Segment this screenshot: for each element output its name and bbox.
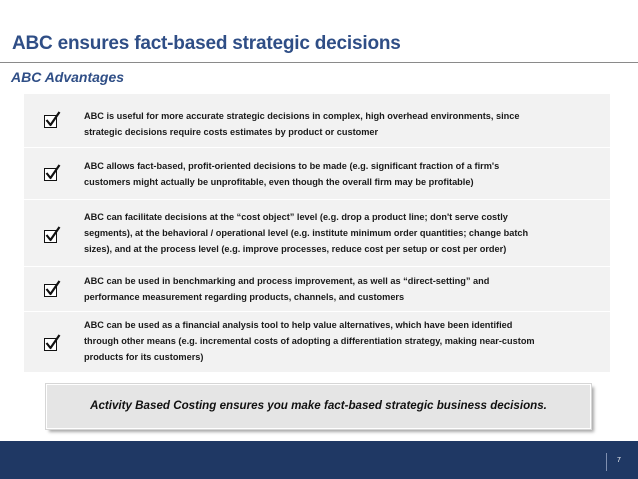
checked-box-icon — [44, 115, 57, 128]
advantage-text — [84, 158, 600, 190]
footer-bar — [0, 441, 638, 479]
advantage-text — [84, 209, 600, 257]
advantage-line: segments), at the behavioral / operational level (e.g. institute minimum order quantities; change batch — [84, 228, 529, 238]
checkbox-cell — [24, 311, 74, 372]
page-title: ABC ensures fact-based strategic decisions — [12, 33, 401, 54]
advantage-line: ABC can be used in benchmarking and process improvement, as well as “direct-setting” and — [84, 276, 490, 286]
advantage-row — [24, 94, 610, 148]
checked-box-icon — [44, 284, 57, 297]
section-subtitle: ABC Advantages — [11, 69, 125, 85]
advantage-line: ABC can facilitate decisions at the “cost object” level (e.g. drop a product line; don't serve costly — [84, 212, 508, 222]
advantage-line: ABC allows fact-based, profit-oriented decisions to be made (e.g. significant fraction of a firm's — [84, 161, 500, 171]
advantage-line: ABC is useful for more accurate strategic decisions in complex, high overhead environments, since — [84, 111, 520, 121]
page-number: 7 — [617, 457, 621, 464]
checkbox-cell — [24, 147, 74, 199]
checked-box-icon — [44, 168, 57, 181]
advantage-line: products for its customers) — [84, 352, 204, 362]
checked-box-icon — [44, 230, 57, 243]
checked-box-icon — [44, 338, 57, 351]
advantage-text — [84, 108, 600, 140]
advantage-text — [84, 317, 600, 365]
advantage-row — [24, 266, 610, 312]
advantage-line: sizes), and at the process level (e.g. improve processes, reduce cost per setup or cost per order) — [84, 244, 507, 254]
title-divider — [0, 62, 638, 63]
advantage-line: customers might actually be unprofitable, even though the overall firm may be profitable) — [84, 177, 474, 187]
advantage-line: through other means (e.g. incremental costs of adopting a differentiation strategy, making near-custom — [84, 336, 535, 346]
checkbox-cell — [24, 94, 74, 147]
advantage-row — [24, 199, 610, 267]
advantage-line: ABC can be used as a financial analysis tool to help value alternatives, which have been identified — [84, 320, 513, 330]
advantage-line: strategic decisions require costs estimates by product or customer — [84, 127, 379, 137]
advantage-text — [84, 273, 600, 305]
advantage-line: performance measurement regarding products, channels, and customers — [84, 292, 405, 302]
advantages-table — [24, 94, 610, 372]
checkbox-cell — [24, 199, 74, 266]
callout-text: Activity Based Costing ensures you make fact-based strategic business decisions. — [90, 399, 547, 412]
footer-separator — [606, 453, 607, 471]
checkbox-cell — [24, 266, 74, 311]
advantage-row — [24, 311, 610, 372]
summary-callout — [46, 384, 591, 429]
advantage-row — [24, 147, 610, 200]
